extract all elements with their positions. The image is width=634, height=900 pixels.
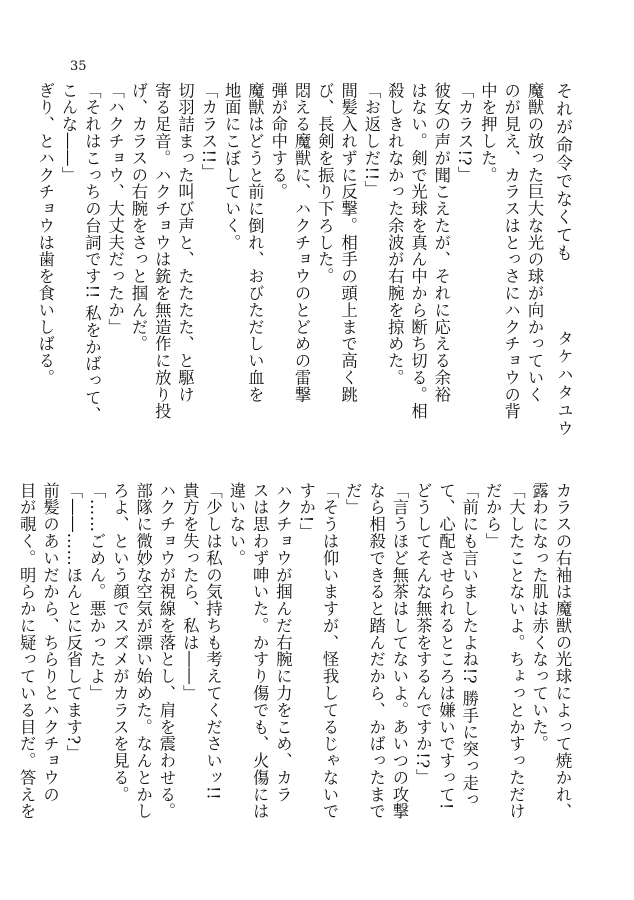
body-text-lower: カラスの右袖は魔獣の光球によって焼かれ、 露わになった肌は赤くなっていた。 「大したことないよ。ちょっとかすっただけ だから」 「前にも言いましたよね!? 勝手に突っ走っ て、心配させられるところは嫌いですって! どうしてそんな無茶をするんですか!?」 「言うほど無茶はしてないよ。あいつの攻撃 なら相殺できると踏んだから、かばったまで だ」 「そうは仰いますが、怪我してるじゃないで すか!」 ハクチョウが掴んだ右腕に力をこめ、カラ スは思わず呻いた。かすり傷でも、火傷には 違いない。 「少しは私の気持ちも考えてくださいッ!! 貴方を失ったら、私は――」 ハクチョウが視線を落とし、肩を震わせる。 部隊に微妙な空気が漂い始めた。なんとかし ろよ、という顔でスズメがカラスを見る。 「……ごめん。悪かったよ」 「――……ほんとに反省してます?」 前髪のあいだから、ちらりとハクチョウの 目が覗く。明らかに疑っている目だ。答えを — [17, 482, 572, 820]
body-text-upper: 魔獣の放った巨大な光の球が向かっていく のが見え、カラスはとっさにハクチョウの背 中を押した。 「カラス!?」 彼女の声が聞こえたが、それに応える余裕 はない。剣で光球を真ん中から断ち切る。相 殺しきれなかった余波が右腕を掠めた。 「お返しだ!!」 間髪入れずに反撃。相手の頭上まで高く跳 び、長剣を振り下ろした。 悶える魔獣に、ハクチョウのとどめの雷撃 弾が命中する。 魔獣はどうと前に倒れ、おびただしい血を 地面にこぼしていく。 「カラス!!」 切羽詰まった叫び声と、たたたた、と駆け 寄る足音。ハクチョウは銃を無造作に放り投 げ、カラスの右腕をさっと掴んだ。 「ハクチョウ、大丈夫だったか」 「それはこっちの台詞です!! 私をかばって、 こんな――」 ぎり、とハクチョウは歯を食いしばる。 — [35, 82, 544, 423]
page-number: 35 — [70, 59, 87, 74]
author-name: タケハタユウ — [555, 330, 574, 438]
story-title: それが命令でなくても — [552, 82, 572, 262]
